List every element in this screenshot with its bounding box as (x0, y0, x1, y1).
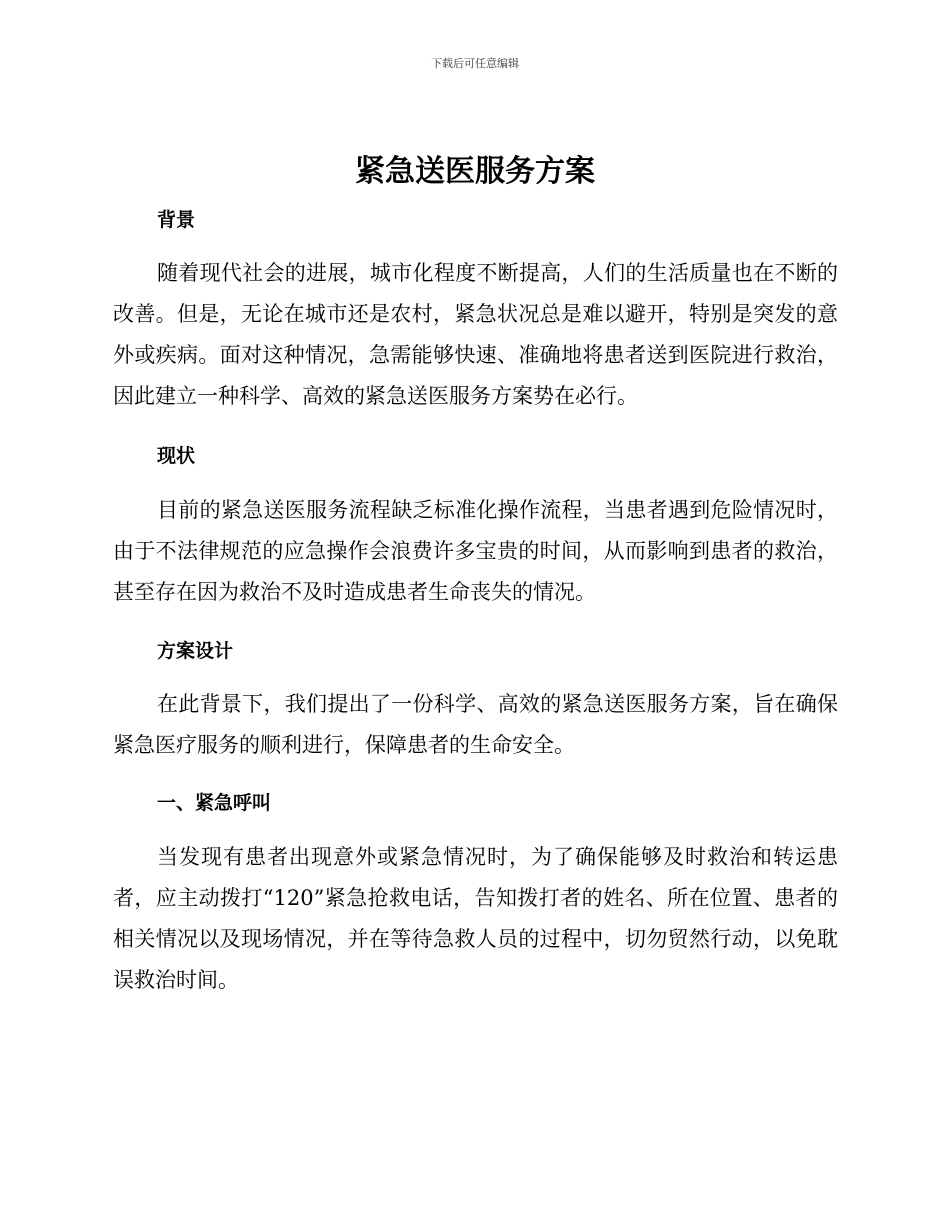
header-note: 下载后可任意编辑 (431, 57, 519, 70)
section-heading-design: 方案设计 (157, 640, 234, 662)
section-paragraph-background: 随着现代社会的进展，城市化程度不断提高，人们的生活质量也在不断的改善。但是，无论在城市还是农村，紧急状况总是难以避开，特别是突发的意外或疾病。面对这种情况，急需能够快速、准确地将患者送到医院进行救治，因此建立一种科学、高效的紧急送医服务方案势在必行。 (113, 261, 838, 408)
section-heading-status: 现状 (157, 445, 196, 467)
section-paragraph-design: 在此背景下，我们提出了一份科学、高效的紧急送医服务方案，旨在确保紧急医疗服务的顺利进行，保障患者的生命安全。 (113, 692, 838, 757)
section-heading-background: 背景 (157, 209, 196, 231)
document-title: 紧急送医服务方案 (355, 154, 595, 189)
section-paragraph-emergency-call: 当发现有患者出现意外或紧急情况时，为了确保能够及时救治和转运患者，应主动拨打“120”紧急抢救电话，告知拨打者的姓名、所在位置、患者的相关情况以及现场情况，并在等待急救人员的过程中，切勿贸然行动，以免耽误救治时间。 (113, 845, 838, 992)
section-paragraph-status: 目前的紧急送医服务流程缺乏标准化操作流程，当患者遇到危险情况时，由于不法律规范的应急操作会浪费许多宝贵的时间，从而影响到患者的救治，甚至存在因为救治不及时造成患者生命丧失的情况。 (113, 498, 838, 604)
section-heading-emergency-call: 一、紧急呼叫 (157, 792, 272, 814)
